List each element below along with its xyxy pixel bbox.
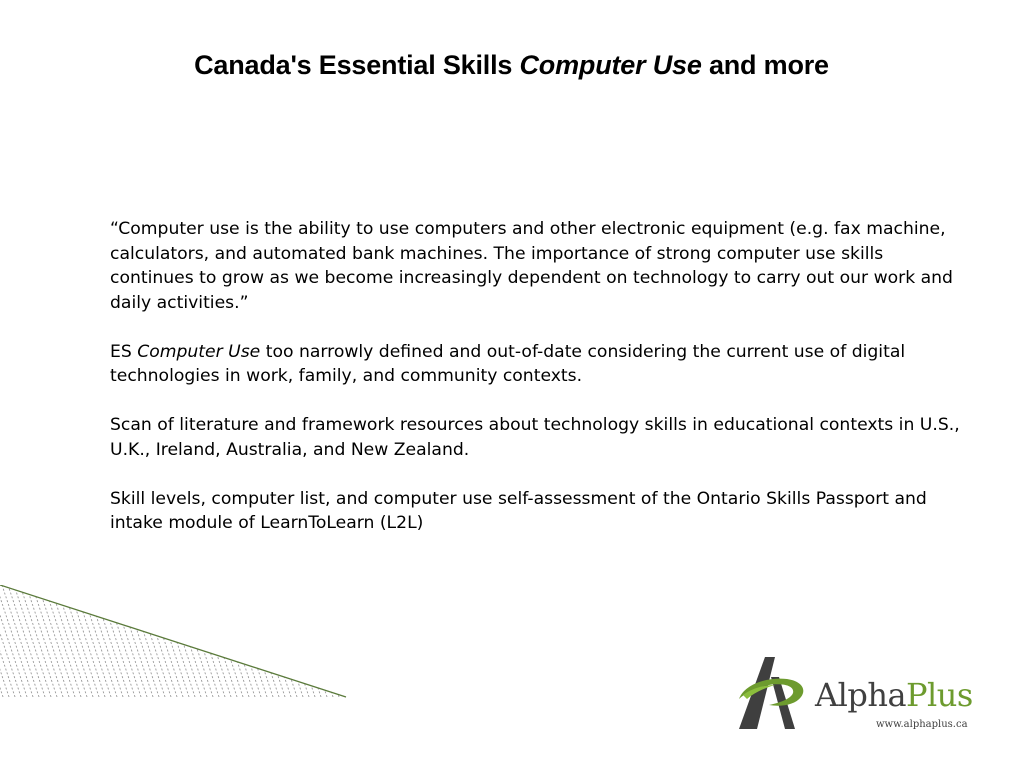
hatch-line bbox=[302, 585, 340, 700]
hatch-line bbox=[194, 585, 232, 700]
hatch-line bbox=[8, 585, 46, 700]
hatch-line bbox=[26, 585, 64, 700]
decorative-hatch-triangle bbox=[0, 585, 350, 700]
es-emphasis: Computer Use bbox=[137, 341, 261, 362]
alphaplus-logo-mark-icon bbox=[735, 655, 809, 731]
hatch-line bbox=[212, 585, 250, 700]
hatch-line bbox=[206, 585, 244, 700]
hatch-line bbox=[56, 585, 94, 700]
hatch-line bbox=[0, 585, 10, 700]
hatch-line bbox=[218, 585, 256, 700]
hatch-line bbox=[68, 585, 106, 700]
hatch-line bbox=[152, 585, 190, 700]
hatch-line bbox=[260, 585, 298, 700]
hatch-line bbox=[344, 585, 350, 700]
hatch-line bbox=[98, 585, 136, 700]
hatch-line bbox=[110, 585, 148, 700]
hatch-line bbox=[308, 585, 346, 700]
hatch-line bbox=[44, 585, 82, 700]
hatch-line bbox=[266, 585, 304, 700]
hatch-line bbox=[314, 585, 350, 700]
hatch-line bbox=[224, 585, 262, 700]
hatch-line bbox=[74, 585, 112, 700]
hatch-line bbox=[0, 585, 34, 700]
hatch-line bbox=[254, 585, 292, 700]
hatch-line bbox=[230, 585, 268, 700]
hatch-line bbox=[200, 585, 238, 700]
hatch-line bbox=[122, 585, 160, 700]
hatch-line bbox=[86, 585, 124, 700]
hatch-line bbox=[278, 585, 316, 700]
hatch-line bbox=[0, 585, 28, 700]
hatch-line bbox=[50, 585, 88, 700]
es-rest: too narrowly defined and out-of-date considering the current use of digital technologies in work, family, and community contexts. bbox=[110, 341, 906, 386]
hatch-line bbox=[182, 585, 220, 700]
hatch-line bbox=[2, 585, 40, 700]
hatch-line bbox=[164, 585, 202, 700]
hatch-line bbox=[338, 585, 350, 700]
hatch-line bbox=[80, 585, 118, 700]
es-prefix: ES bbox=[110, 341, 138, 362]
hatch-line bbox=[248, 585, 286, 700]
logo-url: www.alphaplus.ca bbox=[876, 719, 968, 730]
scan-paragraph: Scan of literature and framework resources about technology skills in educational contexts in U.S., U.K., Ireland, Australia, and New Zealand. bbox=[110, 415, 960, 460]
hatch-line bbox=[116, 585, 154, 700]
hatch-line bbox=[14, 585, 52, 700]
hatch-line bbox=[32, 585, 70, 700]
logo-plus-text: Plus bbox=[906, 676, 973, 714]
title-emphasis: Computer Use bbox=[519, 50, 702, 80]
hatch-line bbox=[236, 585, 274, 700]
hatch-line bbox=[0, 585, 16, 700]
skill-levels-paragraph: Skill levels, computer list, and computer use self-assessment of the Ontario Skills Passport and intake module of LearnToLearn (L2L) bbox=[110, 488, 927, 533]
alphaplus-logo bbox=[735, 655, 980, 735]
hatch-line bbox=[0, 585, 22, 700]
title-suffix: and more bbox=[701, 50, 829, 80]
hatch-line bbox=[140, 585, 178, 700]
alphaplus-wordmark bbox=[815, 677, 973, 713]
title-prefix: Canada's Essential Skills bbox=[194, 50, 520, 80]
slide-body bbox=[110, 217, 970, 560]
es-paragraph bbox=[110, 340, 970, 389]
hatch-line bbox=[38, 585, 76, 700]
hatch-line bbox=[104, 585, 142, 700]
hatch-line bbox=[290, 585, 328, 700]
hatch-line bbox=[332, 585, 350, 700]
hatch-line bbox=[320, 585, 350, 700]
hatch-line bbox=[128, 585, 166, 700]
hatch-line bbox=[242, 585, 280, 700]
hatch-line bbox=[188, 585, 226, 700]
hatch-line bbox=[176, 585, 214, 700]
quote-paragraph: “Computer use is the ability to use computers and other electronic equipment (e.g. fax machine, calculators, and automated bank machines. The importance of strong computer use skills continues to grow as we become increasingly dependent on technology to carry out our work and daily activities.” bbox=[110, 219, 953, 313]
logo-alpha-text: Alpha bbox=[815, 676, 907, 714]
hatch-line bbox=[272, 585, 310, 700]
slide-title bbox=[0, 50, 1023, 81]
hatch-line bbox=[134, 585, 172, 700]
hatch-line bbox=[92, 585, 130, 700]
hatch-line bbox=[62, 585, 100, 700]
hatch-line bbox=[326, 585, 350, 700]
